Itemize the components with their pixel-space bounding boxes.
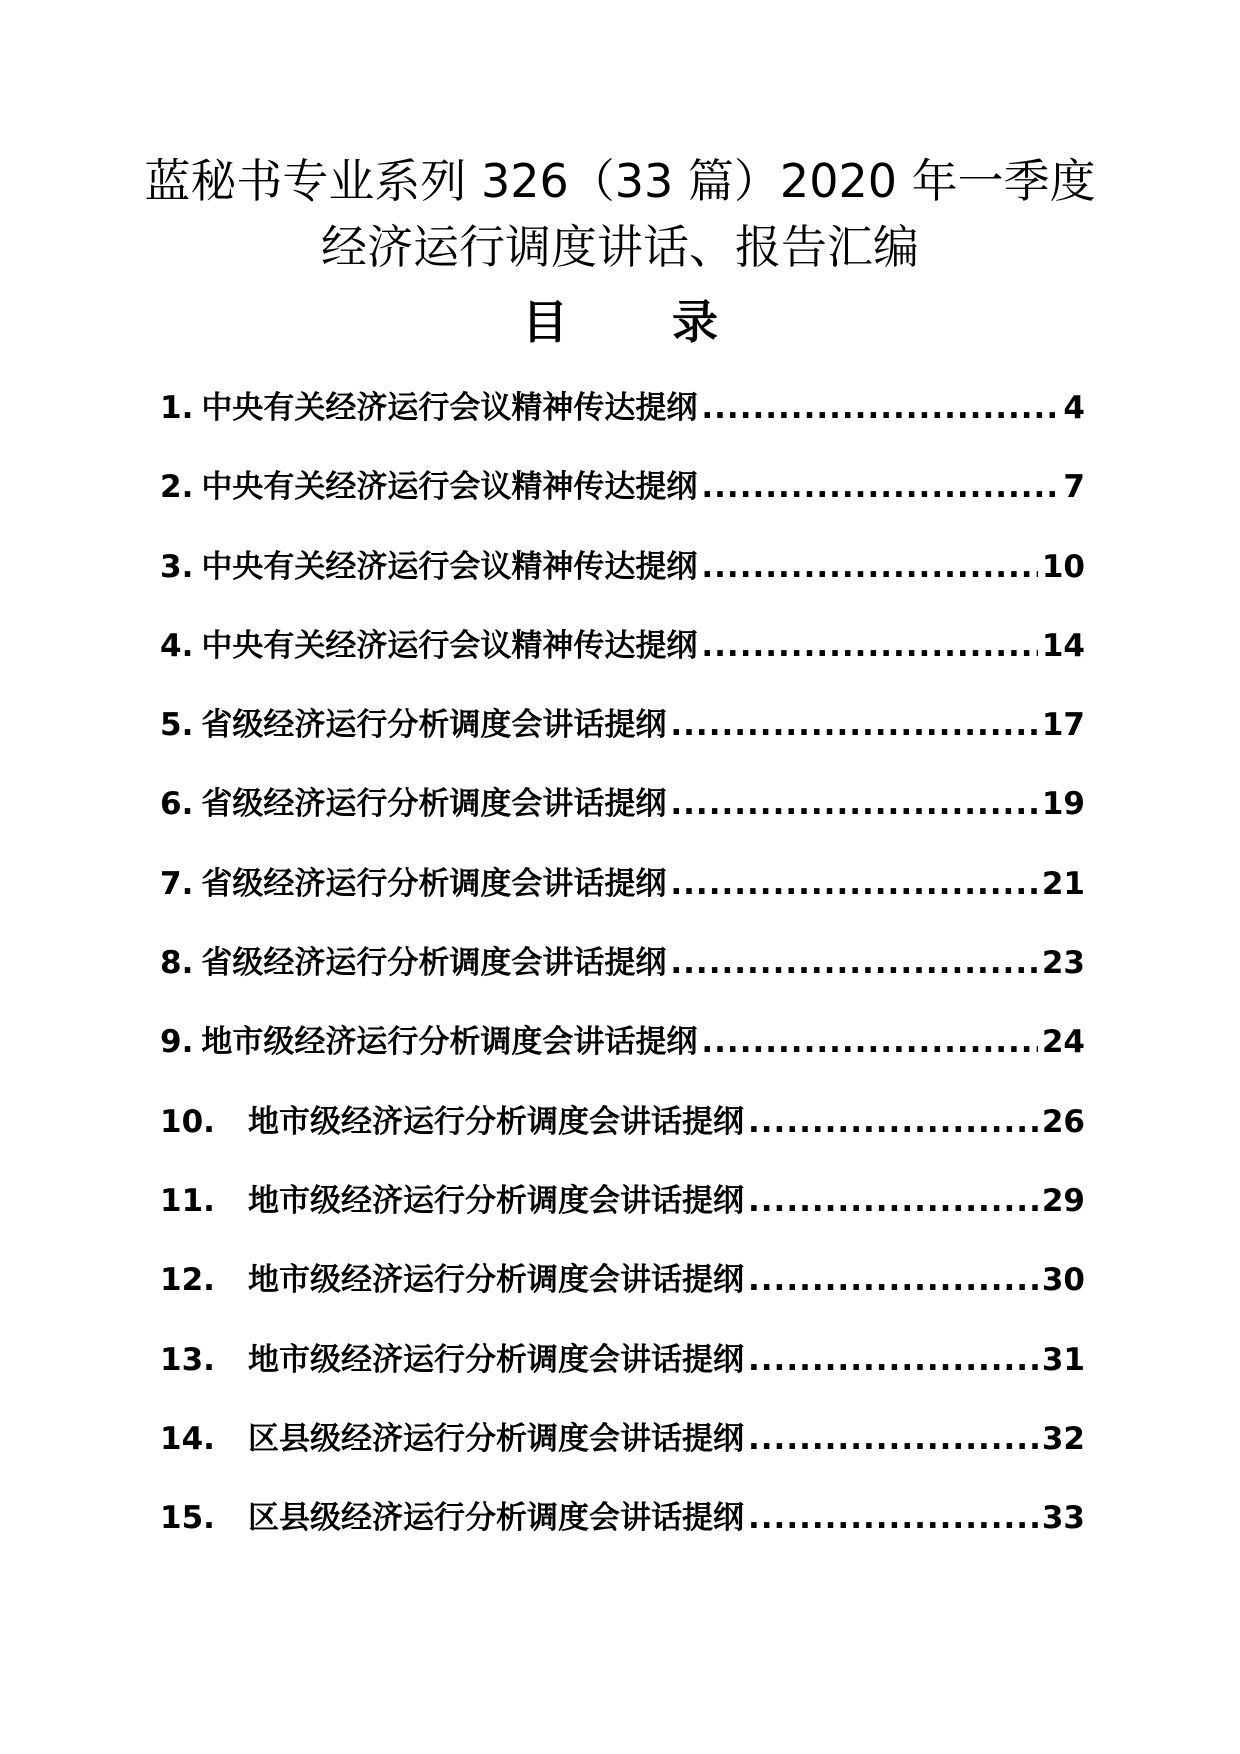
toc-dot-leader [701,385,1059,431]
toc-entry[interactable] [160,781,1085,860]
toc-entry-page-number: 21 [1041,865,1085,902]
toc-entry[interactable] [160,544,1085,623]
toc-entry-page-number: 14 [1041,627,1085,664]
toc-entry[interactable] [160,940,1085,1019]
toc-entry-number: 1. [160,390,194,426]
document-title [120,148,1120,280]
toc-entry-number: 14. [160,1420,215,1457]
toc-entry-page-number: 31 [1041,1341,1085,1378]
toc-dot-leader [701,464,1059,510]
toc-entry[interactable] [160,623,1085,702]
toc-dot-leader [670,861,1038,907]
toc-entry-title: 中央有关经济运行会议精神传达提纲 [201,627,698,664]
toc-entry-number: 4. [160,627,194,664]
toc-dot-leader [748,1099,1038,1145]
document-title-line-2: 经济运行调度讲话、报告汇编 [321,220,919,274]
toc-entry-title: 地市级经济运行分析调度会讲话提纲 [248,1341,744,1378]
toc-entry[interactable] [160,1495,1085,1574]
toc-entry-number: 13. [160,1341,215,1378]
toc-dot-leader [748,1495,1038,1541]
toc-dot-leader [748,1337,1038,1383]
toc-dot-leader [748,1178,1038,1224]
toc-dot-leader [748,1257,1038,1303]
toc-entry-title: 地市级经济运行分析调度会讲话提纲 [248,1262,744,1299]
toc-dot-leader [670,702,1038,748]
toc-dot-leader [748,1416,1038,1462]
toc-entry-page-number: 30 [1041,1262,1085,1299]
toc-entry-page-number: 32 [1041,1420,1085,1457]
toc-entry-page-number: 29 [1041,1182,1085,1219]
toc-entry-page-number: 10 [1041,548,1085,585]
toc-entry-title: 中央有关经济运行会议精神传达提纲 [201,548,698,585]
toc-entry-number: 12. [160,1262,215,1299]
toc-entry[interactable] [160,1019,1085,1098]
toc-entry-page-number: 23 [1041,945,1085,982]
toc-entry-number: 5. [160,707,194,744]
toc-entry-title: 省级经济运行分析调度会讲话提纲 [201,786,667,823]
toc-entry[interactable] [160,1416,1085,1495]
toc-entry-title: 省级经济运行分析调度会讲话提纲 [201,865,667,902]
toc-entry-number: 11. [160,1182,215,1219]
toc-entry[interactable] [160,861,1085,940]
toc-entry[interactable] [160,385,1085,464]
toc-entry-title: 中央有关经济运行会议精神传达提纲 [201,390,698,426]
toc-entry-number: 15. [160,1500,215,1537]
toc-entry-title: 地市级经济运行分析调度会讲话提纲 [248,1182,744,1219]
toc-entry-number: 10. [160,1103,215,1140]
toc-entry-page-number: 24 [1041,1024,1085,1061]
toc-entry[interactable] [160,1257,1085,1336]
toc-entry[interactable] [160,1178,1085,1257]
toc-entry-title: 区县级经济运行分析调度会讲话提纲 [248,1500,744,1537]
toc-dot-leader [701,1019,1038,1065]
document-title-line-1: 蓝秘书专业系列 326（33 篇）2020 年一季度 [144,154,1096,208]
toc-dot-leader [670,940,1038,986]
toc-entry-number: 8. [160,945,194,982]
toc-entry[interactable] [160,1099,1085,1178]
toc-dot-leader [670,781,1038,827]
toc-entry-title: 中央有关经济运行会议精神传达提纲 [201,469,698,506]
toc-entry-number: 2. [160,469,194,506]
toc-entry-page-number: 7 [1063,469,1085,506]
toc-entry-page-number: 26 [1041,1103,1085,1140]
toc-entry[interactable] [160,464,1085,543]
toc-entry-number: 6. [160,786,194,823]
toc-entry[interactable] [160,702,1085,781]
toc-entry-page-number: 33 [1041,1500,1085,1537]
toc-entry-number: 3. [160,548,194,585]
toc-entry-page-number: 17 [1041,707,1085,744]
toc-dot-leader [701,623,1038,669]
toc-entry-title: 省级经济运行分析调度会讲话提纲 [201,945,667,982]
toc-entry-title: 省级经济运行分析调度会讲话提纲 [201,707,667,744]
toc-entry-number: 9. [160,1024,194,1061]
toc-dot-leader [701,544,1038,590]
toc-entry-title: 地市级经济运行分析调度会讲话提纲 [248,1103,744,1140]
toc-entry-title: 地市级经济运行分析调度会讲话提纲 [201,1024,698,1061]
table-of-contents [160,385,1085,1574]
toc-entry-number: 7. [160,865,194,902]
toc-entry-page-number: 4 [1063,390,1085,426]
toc-heading: 目 录 [521,295,762,349]
toc-entry-page-number: 19 [1041,786,1085,823]
toc-entry[interactable] [160,1337,1085,1416]
toc-entry-title: 区县级经济运行分析调度会讲话提纲 [248,1420,744,1457]
